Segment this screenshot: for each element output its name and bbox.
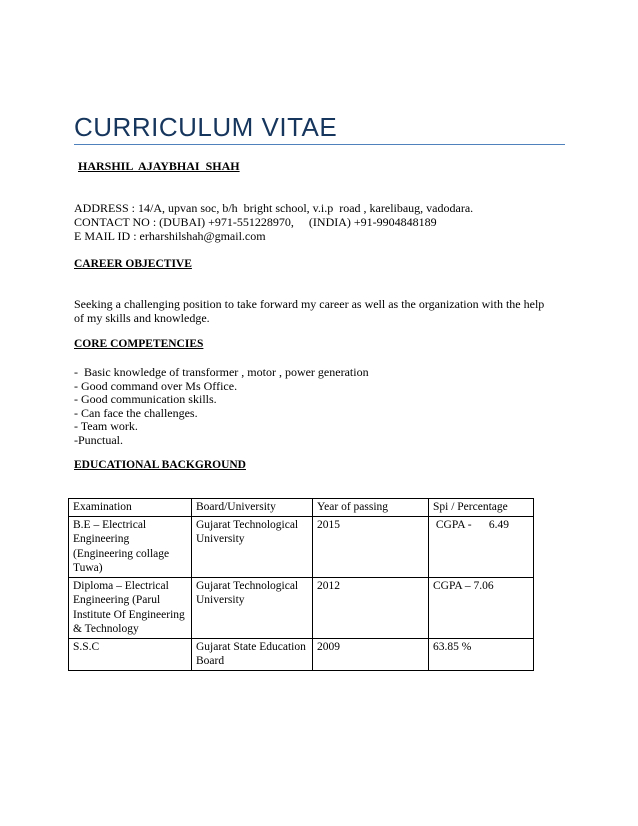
year-cell: 2012 — [313, 577, 429, 638]
table-row — [69, 516, 534, 577]
year-cell: 2009 — [313, 638, 429, 670]
board-cell: Gujarat Technological University — [192, 516, 313, 577]
career-objective-heading: CAREER OBJECTIVE — [74, 258, 192, 270]
column-header: Year of passing — [313, 499, 429, 517]
column-header: Examination — [69, 499, 192, 517]
applicant-name: HARSHIL AJAYBHAI SHAH — [78, 159, 240, 173]
career-objective-line: Seeking a challenging position to take forward my career as well as the organization with the help — [74, 297, 545, 311]
column-header: Spi / Percentage — [429, 499, 534, 517]
table-row — [69, 638, 534, 670]
exam-cell: B.E – Electrical Engineering (Engineering collage Tuwa) — [69, 516, 192, 577]
board-cell: Gujarat Technological University — [192, 577, 313, 638]
education-table — [68, 498, 534, 671]
competency-item: - Team work. — [74, 419, 138, 433]
score-cell: CGPA - 6.49 — [429, 516, 534, 577]
competency-item: - Good communication skills. — [74, 392, 217, 406]
document-title: CURRICULUM VITAE — [74, 112, 338, 142]
email-line: E MAIL ID : erharshilshah@gmail.com — [74, 229, 266, 243]
title-divider — [74, 144, 565, 145]
board-cell: Gujarat State Education Board — [192, 638, 313, 670]
exam-cell: Diploma – Electrical Engineering (Parul Institute Of Engineering & Technology — [69, 577, 192, 638]
core-competencies-heading: CORE COMPETENCIES — [74, 338, 204, 350]
exam-cell: S.S.C — [69, 638, 192, 670]
contact-number-line: CONTACT NO : (DUBAI) +971-551228970, (INDIA) +91-9904848189 — [74, 215, 437, 229]
table-header-row — [69, 499, 534, 517]
table-row — [69, 577, 534, 638]
year-cell: 2015 — [313, 516, 429, 577]
competency-item: - Can face the challenges. — [74, 406, 198, 420]
column-header: Board/University — [192, 499, 313, 517]
career-objective-line: of my skills and knowledge. — [74, 311, 210, 325]
competency-item: - Basic knowledge of transformer , motor , power generation — [74, 365, 369, 379]
competency-item: - Good command over Ms Office. — [74, 379, 238, 393]
competency-item: -Punctual. — [74, 433, 123, 447]
address-line: ADDRESS : 14/A, upvan soc, b/h bright school, v.i.p road , karelibaug, vadodara. — [74, 201, 474, 215]
educational-background-heading: EDUCATIONAL BACKGROUND — [74, 459, 246, 471]
score-cell: 63.85 % — [429, 638, 534, 670]
score-cell: CGPA – 7.06 — [429, 577, 534, 638]
